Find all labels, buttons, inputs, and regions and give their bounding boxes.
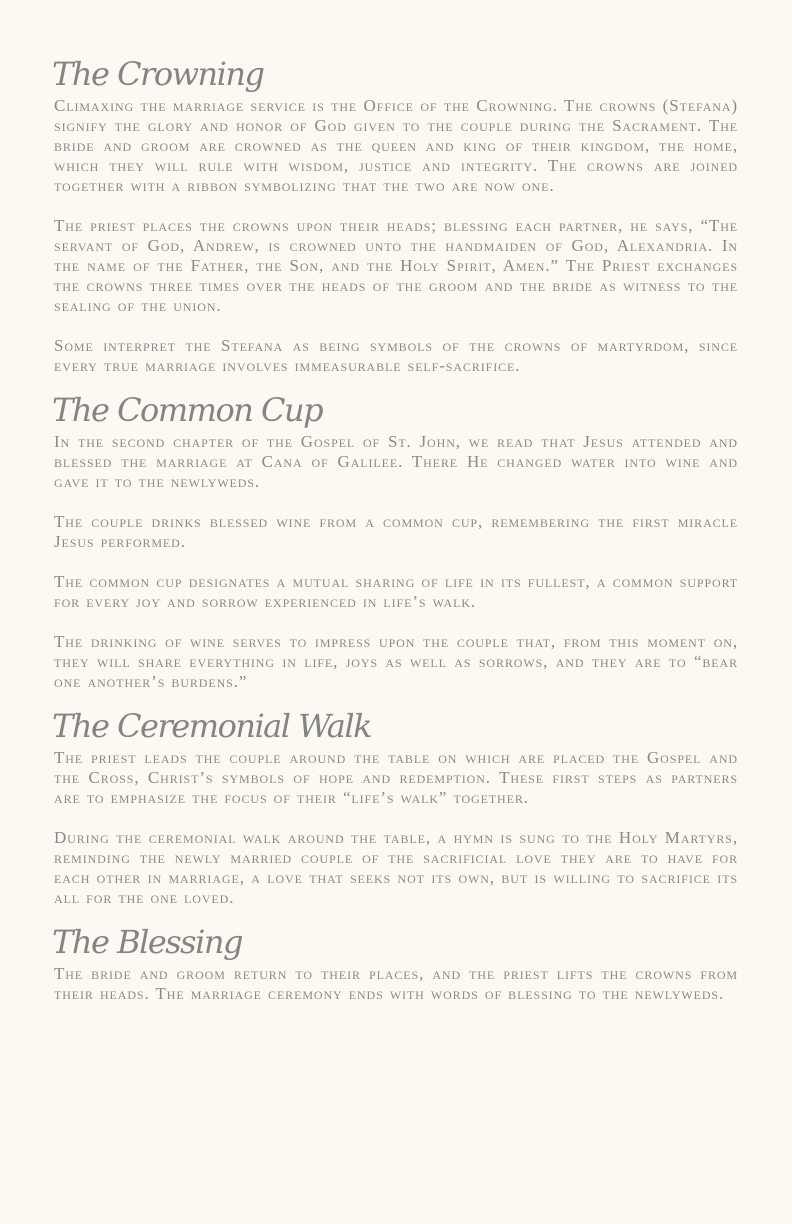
paragraph: During the ceremonial walk around the table, a hymn is sung to the Holy Martyrs, reminding the newly married couple of the sacrificial love they are to have for each other in marriage, a love that seeks not its own, but is willing to sacrifice its all for the one loved. bbox=[54, 828, 738, 907]
program-page bbox=[54, 52, 738, 1016]
section-crowning bbox=[54, 52, 738, 376]
paragraph: Climaxing the marriage service is the Office of the Crowning. The crowns (Stefana) signify the glory and honor of God given to the couple during the Sacrament. The bride and groom are crowned as the queen and king of their kingdom, the home, which they will rule with wisdom, justice and integrity. The crowns are joined together with a ribbon symbolizing that the two are now one. bbox=[54, 96, 738, 195]
section-heading: The Blessing bbox=[52, 923, 242, 961]
paragraph: The priest leads the couple around the table on which are placed the Gospel and the Cross, Christ’s symbols of hope and redemption. These first steps as partners are to emphasize the focus of their “life’s walk” together. bbox=[54, 748, 738, 807]
paragraph: The common cup designates a mutual sharing of life in its fullest, a common support for every joy and sorrow experienced in life’s walk. bbox=[54, 572, 738, 611]
section-common-cup bbox=[54, 388, 738, 692]
section-heading: The Crowning bbox=[52, 55, 264, 93]
paragraph: The bride and groom return to their places, and the priest lifts the crowns from their heads. The marriage ceremony ends with words of blessing to the newlyweds. bbox=[54, 964, 738, 1003]
paragraph: The drinking of wine serves to impress upon the couple that, from this moment on, they will share everything in life, joys as well as sorrows, and they are to “bear one another’s burdens.” bbox=[54, 632, 738, 691]
section-blessing bbox=[54, 920, 738, 1004]
paragraph: The priest places the crowns upon their heads; blessing each partner, he says, “The servant of God, Andrew, is crowned unto the handmaiden of God, Alexandria. In the name of the Father, the Son, and the Holy Spirit, Amen.” The Priest exchanges the crowns three times over the heads of the groom and the bride as witness to the sealing of the union. bbox=[54, 216, 738, 315]
paragraph: The couple drinks blessed wine from a common cup, remembering the first miracle Jesus performed. bbox=[54, 512, 738, 551]
paragraph: Some interpret the Stefana as being symbols of the crowns of martyrdom, since every true marriage involves immeasurable self-sacrifice. bbox=[54, 336, 738, 375]
paragraph: In the second chapter of the Gospel of St. John, we read that Jesus attended and blessed the marriage at Cana of Galilee. There He changed water into wine and gave it to the newlyweds. bbox=[54, 432, 738, 491]
section-ceremonial-walk bbox=[54, 704, 738, 908]
section-heading: The Common Cup bbox=[52, 391, 323, 429]
section-heading: The Ceremonial Walk bbox=[52, 707, 371, 745]
